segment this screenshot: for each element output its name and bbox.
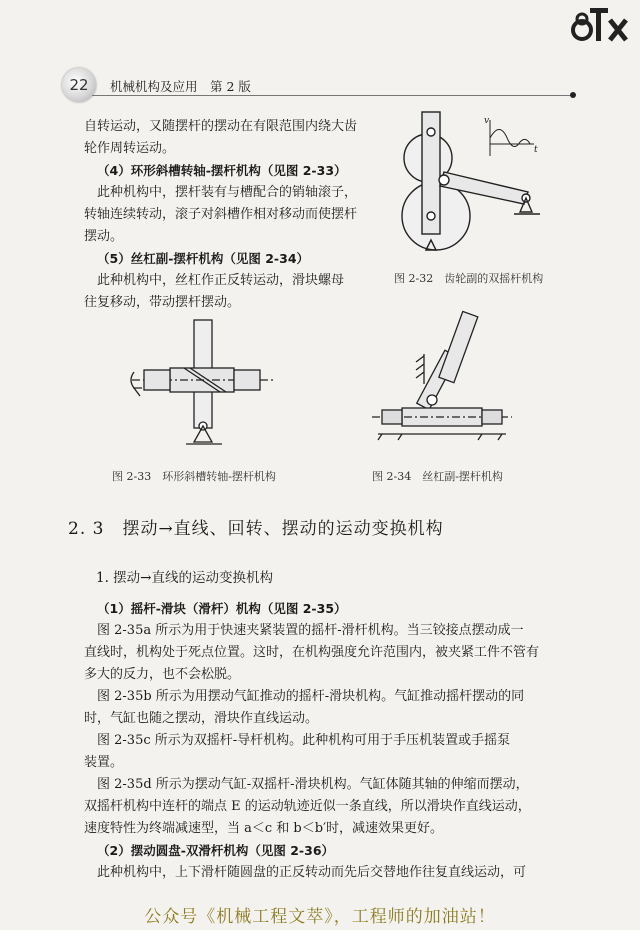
footer-watermark: 公众号《机械工程文萃》，工程师的加油站！ bbox=[144, 907, 496, 927]
paragraph-line: 自转运动，又随摆杆的摆动在有限范围内绕大齿 bbox=[84, 119, 358, 134]
page-number: 22 bbox=[62, 68, 96, 102]
figure-2-33 bbox=[130, 318, 280, 458]
paragraph-line: 此种机构中，上下滑杆随圆盘的正反转动而先后交替地作往复直线运动，可 bbox=[97, 865, 527, 880]
page-header bbox=[62, 68, 572, 102]
subheading-1: （1）摇杆-滑块（滑杆）机构（见图 2-35） bbox=[97, 601, 347, 616]
section-heading: 2. 3 摆动→直线、回转、摆动的运动变换机构 bbox=[68, 519, 444, 539]
graph-t-label: t bbox=[534, 145, 538, 155]
header-rule-dot bbox=[570, 92, 576, 98]
paragraph-line: 往复移动，带动摆杆摆动。 bbox=[84, 295, 241, 310]
book-title: 机械机构及应用 第 2 版 bbox=[110, 79, 251, 94]
subheading-2: （2）摆动圆盘-双滑杆机构（见图 2-36） bbox=[97, 843, 335, 858]
paragraph-line: 图 2-35d 所示为摆动气缸-双摇杆-滑块机构。气缸体随其轴的伸缩而摆动， bbox=[97, 777, 529, 792]
figure-2-34 bbox=[372, 308, 512, 458]
paragraph-line: 图 2-35b 所示为用摆动气缸推动的摇杆-滑块机构。气缸推动摇杆摆动的同 bbox=[97, 689, 525, 704]
publisher-logo bbox=[568, 6, 632, 46]
paragraph-line: 时，气缸也随之摆动，滑块作直线运动。 bbox=[84, 711, 319, 726]
paragraph-line: 直线时，机构处于死点位置。这时，在机构强度允许范围内，被夹紧工件不管有 bbox=[84, 645, 540, 660]
graph-v-label: v bbox=[484, 116, 490, 126]
header-rule bbox=[92, 95, 574, 96]
paragraph-line: 轮作周转运动。 bbox=[84, 141, 176, 156]
subsection-heading: 1. 摆动→直线的运动变换机构 bbox=[96, 570, 273, 586]
paragraph-line: 此种机构中，丝杠作正反转运动，滑块螺母 bbox=[97, 273, 345, 288]
subheading-5: （5）丝杠副-摆杆机构（见图 2-34） bbox=[97, 251, 310, 266]
paragraph-line: 图 2-35c 所示为双摇杆-导杆机构。此种机构可用于手压机装置或手摇泵 bbox=[97, 733, 511, 748]
paragraph-line: 双摇杆机构中连杆的端点 E 的运动轨迹近似一条直线，所以滑块作直线运动， bbox=[84, 799, 531, 814]
paragraph-line: 多大的反力，也不会松脱。 bbox=[84, 667, 241, 682]
subheading-4: （4）环形斜槽转轴-摆杆机构（见图 2-33） bbox=[97, 163, 347, 178]
paragraph-line: 转轴连续转动，滚子对斜槽作相对移动而使摆杆 bbox=[84, 207, 358, 222]
figure-caption-2-33: 图 2-33 环形斜槽转轴-摆杆机构 bbox=[112, 470, 276, 483]
paragraph-line: 图 2-35a 所示为用于快速夹紧装置的摇杆-滑杆机构。当三铰接点摆动成一 bbox=[97, 623, 524, 638]
paragraph-line: 摆动。 bbox=[84, 229, 124, 244]
paragraph-line: 速度特性为终端减速型，当 a＜c 和 b＜b′时，减速效果更好。 bbox=[84, 821, 444, 836]
figure-2-32 bbox=[396, 108, 566, 258]
figure-caption-2-32: 图 2-32 齿轮副的双摇杆机构 bbox=[394, 272, 544, 285]
figure-caption-2-34: 图 2-34 丝杠副-摆杆机构 bbox=[372, 470, 503, 483]
paragraph-line: 此种机构中，摆杆装有与槽配合的销轴滚子， bbox=[97, 185, 358, 200]
paragraph-line: 装置。 bbox=[84, 755, 124, 770]
